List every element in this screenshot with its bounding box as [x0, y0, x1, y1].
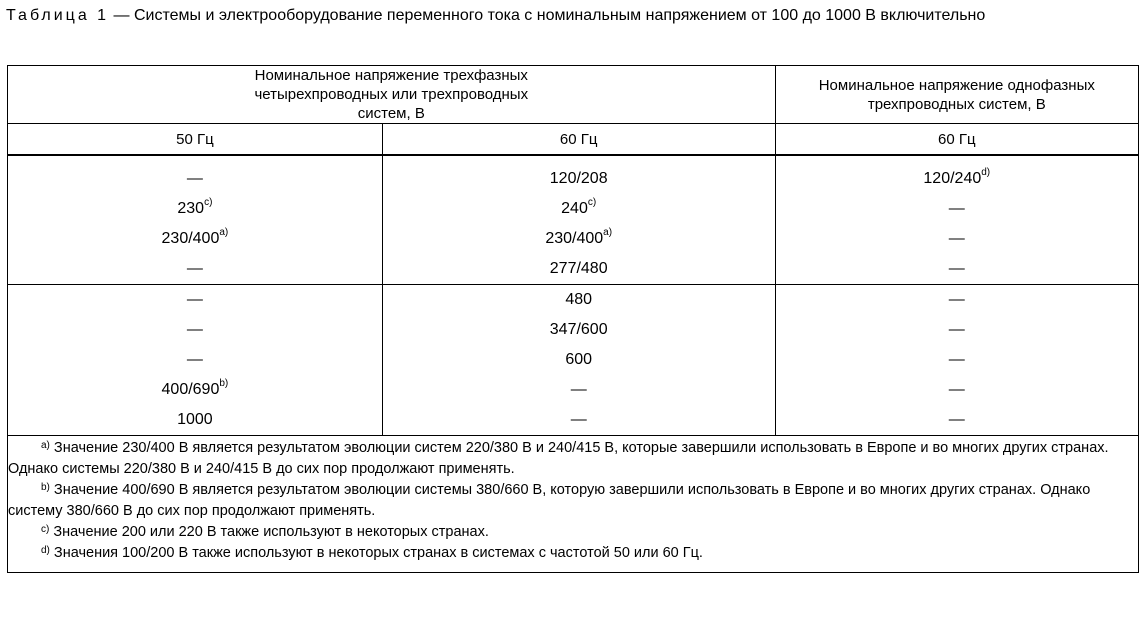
- caption-prefix: Таблица 1: [6, 7, 110, 24]
- table-row: [8, 254, 1139, 285]
- table-row: 230$^{c)}$ 240$^{c)}$ —: [8, 194, 1139, 224]
- cell-value: 230/400: [545, 230, 604, 247]
- cell-value: 120/240: [923, 170, 982, 187]
- caption-text: — Системы и электрооборудование переменного тока с номинальным напряжением от 100 до 1000 В включительно: [109, 7, 986, 24]
- cell-value: —: [948, 411, 965, 428]
- cell-value: —: [186, 291, 203, 308]
- table-row: 400/690$^{b)}$ — —: [8, 375, 1139, 405]
- cell-value: 400/690: [161, 381, 220, 398]
- cell-value: —: [948, 291, 965, 308]
- table-caption: [6, 5, 1140, 27]
- header-row-2: [8, 124, 1139, 156]
- cell-value: 347/600: [549, 321, 608, 338]
- header-60hz-three-phase: 60 Гц: [382, 124, 775, 156]
- footnote-b: $^{b)}$ Значение 400/690 В является результатом эволюции системы 380/660 В, которую завершили использовать в Европе и во многих других странах. Однако систему 380/660 В до сих пор продолжают применять.: [8, 482, 1091, 519]
- header-50hz: 50 Гц: [8, 124, 383, 156]
- cell-value: —: [186, 351, 203, 368]
- cell-value: —: [186, 260, 203, 277]
- table-row: — 120/208 120/240$^{d)}$: [8, 155, 1139, 194]
- cell-value: —: [948, 381, 965, 398]
- header-row-1: [8, 66, 1139, 124]
- header-single-phase: Номинальное напряжение однофазных трехпроводных систем, В: [775, 66, 1138, 124]
- header-three-phase: Номинальное напряжение трехфазных четырехпроводных или трехпроводных систем, В: [8, 66, 776, 124]
- voltage-table: [7, 65, 1139, 573]
- footnote-c: $^{c)}$ Значение 200 или 220 В также используют в некоторых странах.: [41, 524, 489, 540]
- cell-value: —: [948, 351, 965, 368]
- cell-value: —: [570, 381, 587, 398]
- cell-value: —: [186, 321, 203, 338]
- cell-value: 600: [565, 351, 593, 368]
- cell-value: —: [186, 170, 203, 187]
- cell-value: —: [948, 321, 965, 338]
- cell-value: —: [948, 200, 965, 217]
- notes-row: [8, 436, 1139, 573]
- cell-value: 120/208: [549, 170, 608, 187]
- table-row: [8, 345, 1139, 375]
- table-row: [8, 285, 1139, 316]
- footnote-d: $^{d)}$ Значения 100/200 В также используют в некоторых странах в системах с частотой 50 или 60 Гц.: [41, 545, 703, 561]
- cell-value: 277/480: [549, 260, 608, 277]
- cell-value: —: [948, 260, 965, 277]
- cell-value: 230/400: [161, 230, 220, 247]
- cell-value: —: [570, 411, 587, 428]
- table-row: 230/400$^{a)}$ 230/400$^{a)}$ —: [8, 224, 1139, 254]
- cell-value: 230: [177, 200, 205, 217]
- cell-value: 1000: [177, 411, 213, 428]
- table-row: [8, 315, 1139, 345]
- cell-value: 240: [561, 200, 588, 217]
- header-60hz-single-phase: 60 Гц: [775, 124, 1138, 156]
- cell-value: —: [948, 230, 965, 247]
- cell-value: 480: [565, 291, 593, 308]
- footnotes: [8, 436, 1139, 573]
- table-row: [8, 405, 1139, 436]
- footnote-a: $^{a)}$ Значение 230/400 В является результатом эволюции систем 220/380 В и 240/415 В, которые завершили использовать в Европе и во многих других странах. Однако системы 220/380 В и 240/415 В до сих пор продолжают применять.: [8, 440, 1109, 477]
